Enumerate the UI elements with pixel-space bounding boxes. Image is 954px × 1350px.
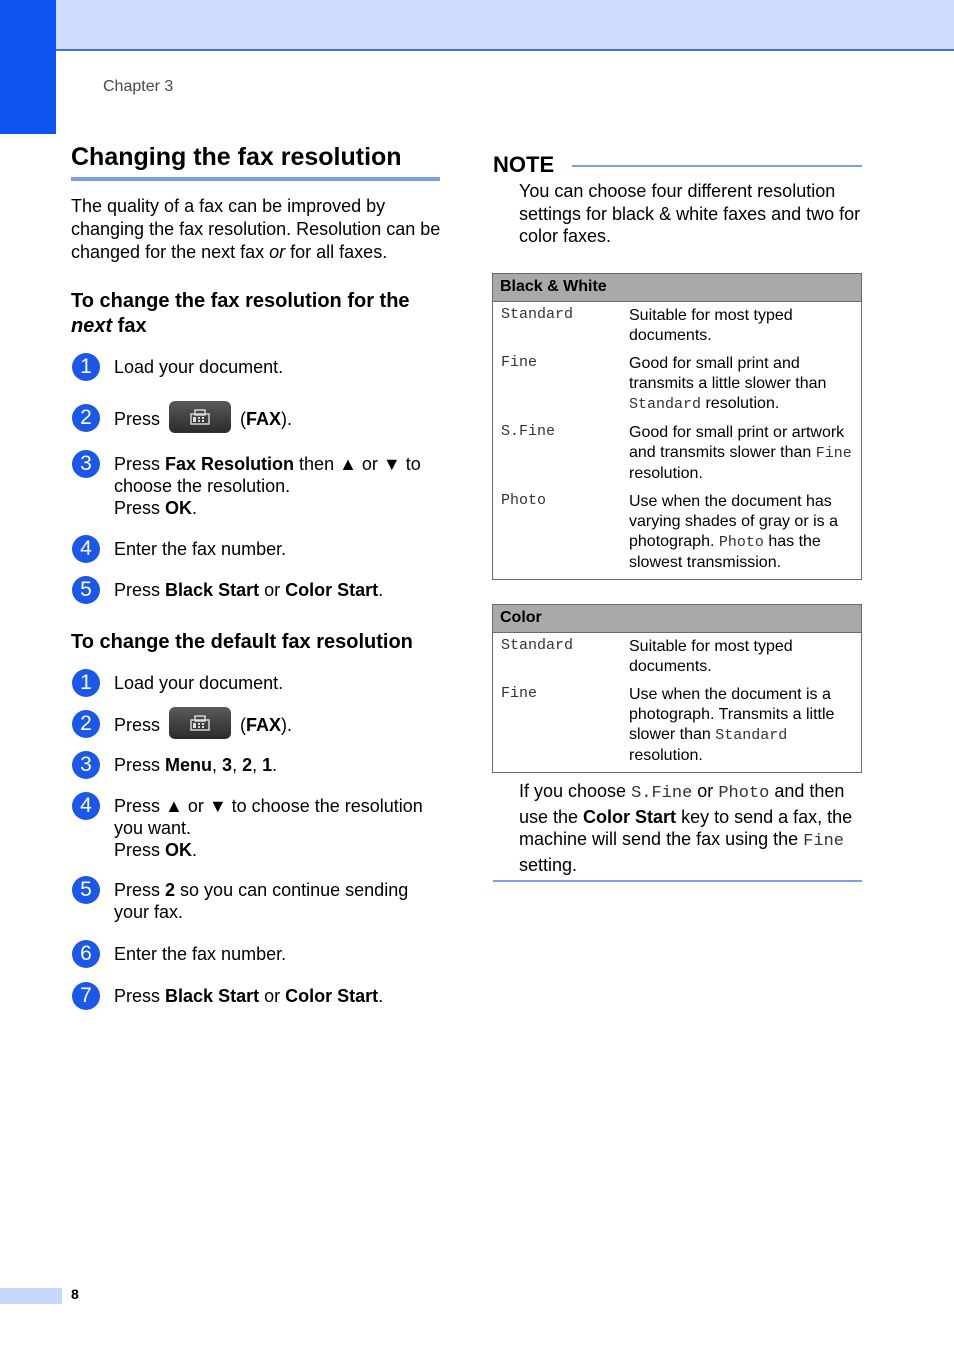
section2-heading: To change the default fax resolution	[71, 631, 413, 653]
step-text: Press Fax Resolution then ▲ or ▼ to choose the resolution. Press OK.	[114, 454, 421, 518]
fax-icon	[190, 715, 210, 731]
table-row: S.Fine Good for small print or artwork and transmits slower than Fine resolution.	[501, 423, 852, 482]
step-text: Press (FAX).	[114, 713, 444, 739]
title-underline	[71, 177, 440, 181]
table-row: Standard Suitable for most typed documents.	[501, 637, 793, 675]
step-text: Press Black Start or Color Start.	[114, 580, 384, 600]
note-end-rule	[493, 880, 862, 882]
section1-heading: To change the fax resolution for the next fax	[71, 290, 410, 337]
step-text: Press ▲ or ▼ to choose the resolution you want. Press OK.	[114, 796, 423, 860]
table-row: Standard Suitable for most typed documents.	[501, 306, 793, 344]
step-number-badge: 3	[72, 450, 100, 478]
step-text: Press Menu, 3, 2, 1.	[114, 755, 278, 775]
intro-paragraph: The quality of a fax can be improved by changing the fax resolution. Resolution can be changed for the next fax or for all faxes.	[71, 196, 441, 262]
note-title: NOTE	[493, 152, 555, 177]
note-footnote: If you choose S.Fine or Photo and then use the Color Start key to send a fax, the machine will send the fax using the Fine setting.	[519, 781, 853, 875]
table-row: Fine Good for small print and transmits a little slower than Standard resolution.	[501, 354, 827, 413]
step-text: Enter the fax number.	[114, 539, 287, 559]
step-number-badge: 7	[72, 982, 100, 1010]
step-number-badge: 2	[72, 404, 100, 432]
fax-icon	[190, 409, 210, 425]
step-number-badge: 1	[72, 669, 100, 697]
header-band	[0, 0, 954, 51]
step-number-badge: 3	[72, 751, 100, 779]
chapter-label: Chapter 3	[103, 78, 174, 95]
page-number: 8	[71, 1286, 79, 1302]
step-number-badge: 4	[72, 792, 100, 820]
chapter-tab	[0, 0, 56, 134]
step-text: Load your document.	[114, 357, 284, 377]
fax-button[interactable]	[169, 707, 231, 739]
note-rule	[572, 165, 862, 167]
step-text: Enter the fax number.	[114, 944, 287, 964]
step-text: Press 2 so you can continue sending your fax.	[114, 880, 409, 922]
step-number-badge: 1	[72, 353, 100, 381]
table-header: Black & White	[493, 274, 861, 302]
page-title: Changing the fax resolution	[71, 143, 402, 171]
table-row: Fine Use when the document is a photograph. Transmits a little slower than Standard resolution.	[501, 685, 835, 764]
step-number-badge: 5	[72, 576, 100, 604]
step-text: Load your document.	[114, 673, 284, 693]
page-number-bar	[0, 1288, 62, 1304]
step-number-badge: 5	[72, 876, 100, 904]
color-resolution-table	[492, 604, 862, 773]
step-number-badge: 6	[72, 940, 100, 968]
table-row: Photo Use when the document has varying shades of gray or is a photograph. Photo has the slowest transmission.	[501, 492, 838, 571]
table-header: Color	[493, 605, 861, 633]
step-text: Press Black Start or Color Start.	[114, 986, 384, 1006]
note-text: You can choose four different resolution settings for black & white faxes and two for color faxes.	[519, 181, 861, 246]
bw-resolution-table	[492, 273, 862, 580]
step-number-badge: 2	[72, 710, 100, 738]
fax-button[interactable]	[169, 401, 231, 433]
step-number-badge: 4	[72, 535, 100, 563]
step-text: Press (FAX).	[114, 407, 444, 433]
